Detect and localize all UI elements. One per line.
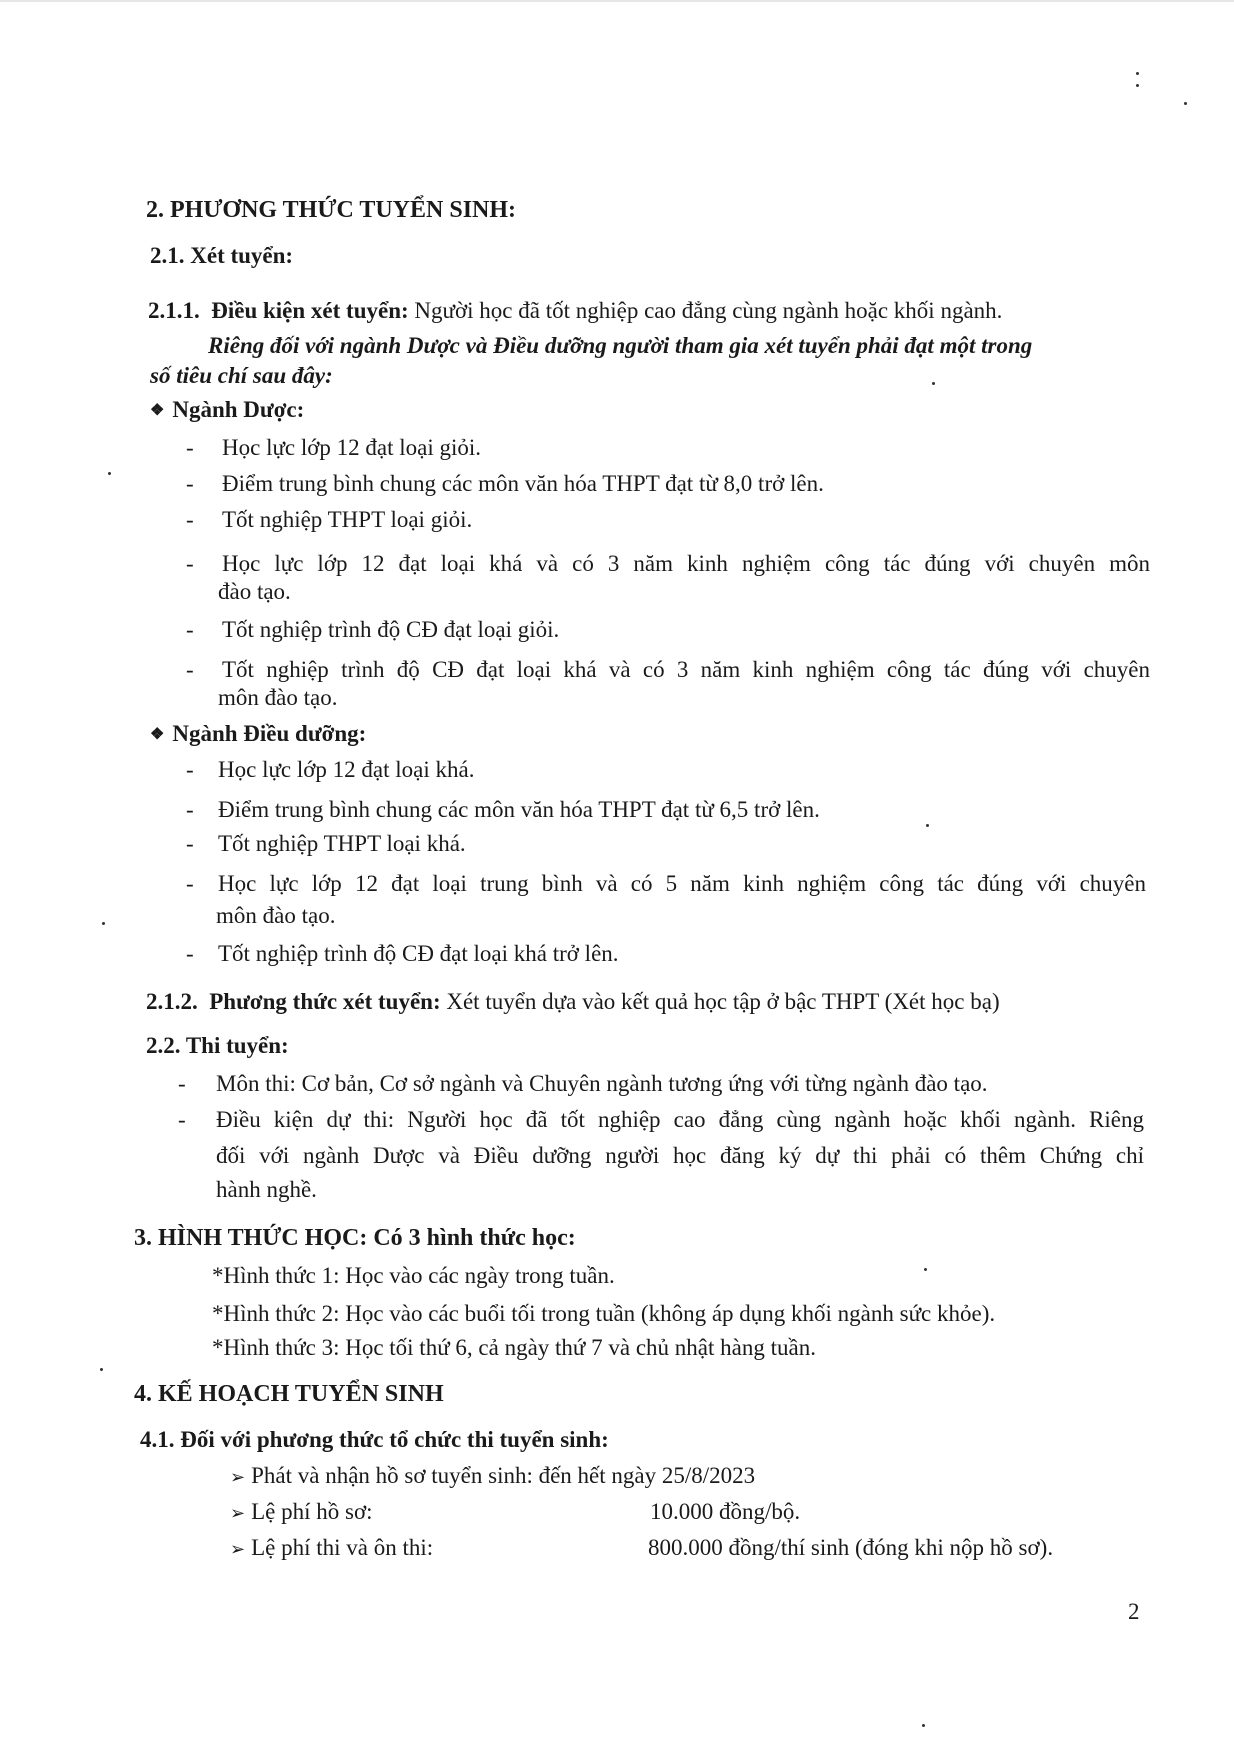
- dash-bullet: -: [186, 757, 194, 782]
- arrow-bullet-icon: ➢: [230, 1503, 246, 1523]
- dieu-duong-item: Tốt nghiệp trình độ CĐ đạt loại khá trở lên.: [218, 941, 619, 966]
- section-2-1-heading: 2.1. Xét tuyển:: [150, 243, 294, 268]
- scan-speck: [1136, 72, 1139, 75]
- admission-item-label: Phát và nhận hồ sơ tuyển sinh: đến hết ngày 25/8/2023: [251, 1463, 756, 1488]
- duoc-item-continuation: đào tạo.: [218, 579, 291, 604]
- duoc-item: Tốt nghiệp trình độ CĐ đạt loại giỏi.: [222, 617, 560, 642]
- admission-item: [230, 1462, 755, 1491]
- scan-speck: [926, 824, 929, 827]
- exam-item-continuation: đối với ngành Dược và Điều dưỡng người học đăng ký dự thi phải có thêm Chứng chỉ: [216, 1143, 1144, 1168]
- dash-bullet: -: [186, 871, 194, 896]
- section-2-heading: 2. PHƯƠNG THỨC TUYỂN SINH:: [146, 197, 517, 223]
- dash-bullet: -: [186, 657, 194, 682]
- major-dieu-duong-title: Ngành Điều dưỡng:: [172, 721, 367, 746]
- dieu-duong-item: Tốt nghiệp THPT loại khá.: [218, 831, 466, 856]
- dieu-duong-item: Điểm trung bình chung các môn văn hóa THPT đạt từ 6,5 trở lên.: [218, 797, 820, 822]
- dash-bullet: -: [186, 941, 194, 966]
- study-mode-item: *Hình thức 1: Học vào các ngày trong tuần.: [212, 1263, 615, 1288]
- italic-note-line-2: số tiêu chí sau đây:: [150, 363, 333, 388]
- diamond-bullet-icon: ❖: [150, 402, 165, 419]
- section-3-heading: 3. HÌNH THỨC HỌC: Có 3 hình thức học:: [134, 1225, 576, 1251]
- section-2-1-2-paragraph: [146, 988, 1000, 1016]
- section-2-1-1-number: 2.1.1.: [148, 298, 200, 323]
- scan-speck: [924, 1268, 927, 1271]
- section-2-1-1-label: Điều kiện xét tuyển:: [211, 298, 409, 323]
- exam-item: Môn thi: Cơ bản, Cơ sở ngành và Chuyên ngành tương ứng với từng ngành đào tạo.: [216, 1071, 988, 1096]
- scan-edge: [0, 0, 1234, 2]
- italic-note-line-1: Riêng đối với ngành Dược và Điều dưỡng người tham gia xét tuyển phải đạt một trong: [208, 333, 1033, 358]
- section-2-2-heading: 2.2. Thi tuyển:: [146, 1033, 289, 1058]
- arrow-bullet-icon: ➢: [230, 1467, 246, 1487]
- scan-speck: [108, 472, 111, 475]
- scan-speck: [100, 1368, 103, 1371]
- section-2-1-2-text: Xét tuyển dựa vào kết quả học tập ở bậc THPT (Xét học bạ): [440, 989, 1000, 1014]
- dash-bullet: -: [186, 831, 194, 856]
- dieu-duong-item: Học lực lớp 12 đạt loại trung bình và có 5 năm kinh nghiệm công tác đúng với chuyên: [218, 871, 1146, 896]
- dieu-duong-item: Học lực lớp 12 đạt loại khá.: [218, 757, 475, 782]
- duoc-item: Học lực lớp 12 đạt loại giỏi.: [222, 435, 482, 460]
- section-4-1-heading: 4.1. Đối với phương thức tổ chức thi tuyển sinh:: [140, 1427, 609, 1452]
- dash-bullet: -: [178, 1107, 186, 1132]
- dieu-duong-item-continuation: môn đào tạo.: [216, 903, 336, 928]
- study-mode-item: *Hình thức 3: Học tối thứ 6, cả ngày thứ 7 và chủ nhật hàng tuần.: [212, 1335, 816, 1360]
- diamond-bullet-icon: ❖: [150, 726, 165, 743]
- duoc-item-continuation: môn đào tạo.: [218, 685, 338, 710]
- major-duoc-heading: [150, 396, 304, 427]
- admission-item-label: Lệ phí hồ sơ:: [251, 1499, 373, 1524]
- duoc-item: Điểm trung bình chung các môn văn hóa THPT đạt từ 8,0 trở lên.: [222, 471, 824, 496]
- duoc-item: Tốt nghiệp THPT loại giỏi.: [222, 507, 473, 532]
- section-2-1-2-number: 2.1.2.: [146, 989, 198, 1014]
- dash-bullet: -: [178, 1071, 186, 1096]
- study-mode-item: *Hình thức 2: Học vào các buổi tối trong tuần (không áp dụng khối ngành sức khỏe).: [212, 1301, 996, 1326]
- duoc-item: Tốt nghiệp trình độ CĐ đạt loại khá và có 3 năm kinh nghiệm công tác đúng với chuyên: [222, 657, 1150, 682]
- admission-item-value: 800.000 đồng/thí sinh (đóng khi nộp hồ sơ).: [648, 1535, 1054, 1560]
- dash-bullet: -: [186, 435, 194, 460]
- section-4-heading: 4. KẾ HOẠCH TUYỂN SINH: [134, 1381, 444, 1407]
- scan-speck: [922, 1724, 925, 1727]
- admission-item: [230, 1534, 433, 1563]
- admission-item-label: Lệ phí thi và ôn thi:: [251, 1535, 434, 1560]
- arrow-bullet-icon: ➢: [230, 1539, 246, 1559]
- admission-item: [230, 1498, 373, 1527]
- scan-speck: [102, 922, 105, 925]
- exam-item-continuation: hành nghề.: [216, 1177, 317, 1202]
- page-number: 2: [1128, 1599, 1140, 1624]
- admission-item-value: 10.000 đồng/bộ.: [650, 1499, 801, 1524]
- dash-bullet: -: [186, 551, 194, 576]
- section-2-1-1-text: Người học đã tốt nghiệp cao đẳng cùng ngành hoặc khối ngành.: [408, 298, 1003, 323]
- scan-speck: [932, 382, 935, 385]
- scan-speck: [1184, 102, 1187, 105]
- major-duoc-title: Ngành Dược:: [172, 397, 305, 422]
- major-dieu-duong-heading: [150, 720, 366, 751]
- section-2-1-2-label: Phương thức xét tuyển:: [209, 989, 441, 1014]
- scan-speck: [1136, 84, 1139, 87]
- dash-bullet: -: [186, 797, 194, 822]
- duoc-item: Học lực lớp 12 đạt loại khá và có 3 năm kinh nghiệm công tác đúng với chuyên môn: [222, 551, 1150, 576]
- dash-bullet: -: [186, 471, 194, 496]
- exam-item: Điều kiện dự thi: Người học đã tốt nghiệp cao đẳng cùng ngành hoặc khối ngành. Riêng: [216, 1107, 1144, 1132]
- dash-bullet: -: [186, 617, 194, 642]
- dash-bullet: -: [186, 507, 194, 532]
- section-2-1-1-paragraph: [148, 297, 1002, 325]
